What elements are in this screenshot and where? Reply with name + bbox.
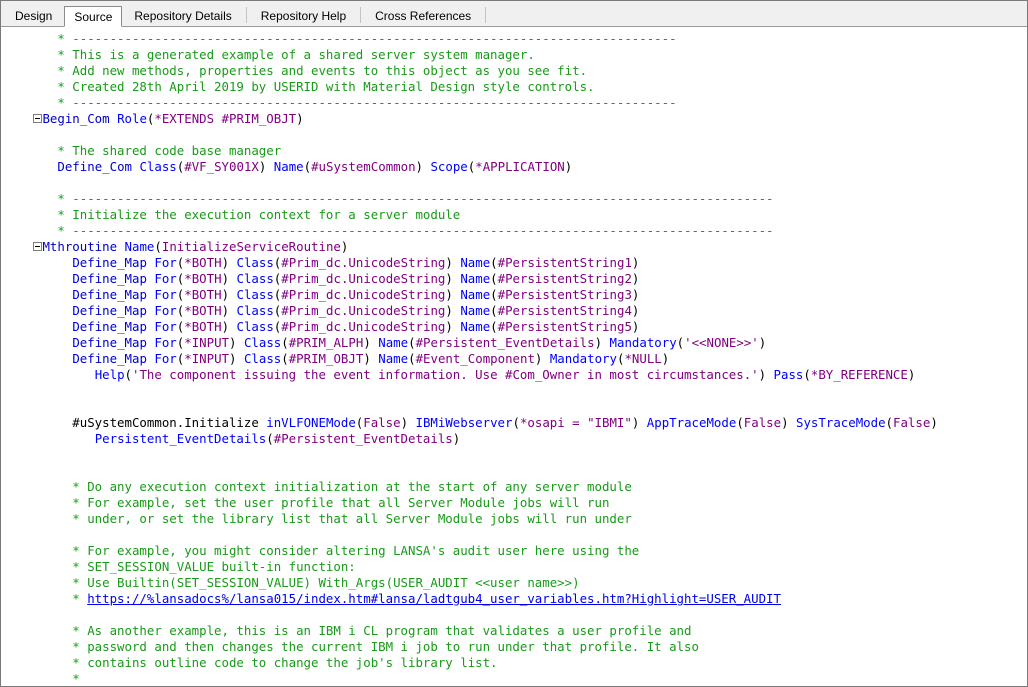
code-token: (	[467, 159, 476, 174]
code-token: (	[490, 303, 498, 318]
code-token: (	[281, 351, 289, 366]
code-token: #PersistentString4	[497, 303, 632, 318]
code-token: * Do any execution context initialization at the start of any server module	[35, 479, 632, 494]
code-line-text	[35, 63, 587, 79]
code-line[interactable]	[1, 607, 1027, 623]
code-token: )	[229, 335, 244, 350]
code-line-text	[35, 655, 498, 671]
code-token: #Prim_dc.UnicodeString	[281, 319, 446, 334]
code-token: For	[154, 335, 177, 350]
code-token: )	[340, 239, 349, 254]
code-token: False	[893, 415, 931, 430]
code-token: (	[176, 303, 185, 318]
code-token: Class	[236, 271, 274, 286]
code-token: #Prim_dc.UnicodeString	[281, 287, 446, 302]
code-line-text	[35, 79, 595, 95]
code-token: Class	[243, 351, 282, 366]
code-token: Name	[124, 239, 155, 254]
code-line-text	[35, 95, 677, 111]
code-token: )	[631, 255, 640, 270]
code-token: Class	[236, 255, 274, 270]
code-token: For	[154, 319, 177, 334]
code-token: AppTraceMode	[646, 415, 737, 430]
code-token: )	[445, 319, 461, 334]
code-token: )	[400, 415, 416, 430]
code-token: )	[445, 271, 461, 286]
code-token: #Prim_dc.UnicodeString	[281, 303, 446, 318]
code-token: )	[221, 255, 237, 270]
code-line-text	[35, 143, 281, 159]
code-line[interactable]	[1, 63, 1027, 79]
code-line[interactable]	[1, 463, 1027, 479]
code-line[interactable]	[1, 639, 1027, 655]
code-token: * Created 28th April 2019 by USERID with Material Design style controls.	[35, 79, 595, 94]
code-token: *NULL	[624, 351, 662, 366]
code-token: (	[490, 287, 498, 302]
code-token: *BOTH	[184, 255, 222, 270]
code-token: #Prim_dc.UnicodeString	[281, 255, 446, 270]
code-line-text	[35, 511, 632, 527]
code-token: Name	[460, 319, 491, 334]
code-token: )	[631, 303, 640, 318]
code-line[interactable]	[1, 303, 1027, 319]
code-line-text	[35, 287, 639, 303]
code-line-text	[35, 479, 632, 495]
code-line[interactable]	[1, 239, 1027, 255]
code-token: Name	[460, 255, 491, 270]
code-line[interactable]	[1, 111, 1027, 127]
code-line[interactable]	[1, 79, 1027, 95]
code-token: )	[445, 287, 461, 302]
code-token: * SET_SESSION_VALUE built-in function:	[35, 559, 356, 574]
code-token: )	[221, 303, 237, 318]
doc-link[interactable]: https://%lansadocs%/lansa015/index.htm#lansa/ladtgub4_user_variables.htm?Highlight=USER_AUDIT	[87, 591, 781, 606]
code-line-text	[35, 47, 535, 63]
code-text-area[interactable]	[1, 27, 1027, 686]
code-token: SysTraceMode	[796, 415, 886, 430]
code-token: )	[564, 159, 573, 174]
code-token: * ---------------------------------------------------------------------------------	[35, 95, 677, 110]
code-token: Name	[460, 271, 491, 286]
code-token: (	[512, 415, 520, 430]
code-token: * Initialize the execution context for a server module	[35, 207, 461, 222]
code-line[interactable]	[1, 319, 1027, 335]
code-token: )	[631, 271, 640, 286]
code-token: #uSystemCommon	[311, 159, 416, 174]
code-token: * ----------------------------------------------------------------------------------------------	[35, 223, 774, 238]
code-token: False	[363, 415, 401, 430]
code-token: )	[229, 351, 244, 366]
code-token	[35, 319, 72, 334]
editor-tab-strip[interactable]	[1, 1, 1027, 27]
code-line[interactable]	[1, 335, 1027, 351]
code-token: )	[363, 335, 379, 350]
tab-cross-references-label: Cross References	[375, 9, 472, 23]
code-token: (	[803, 367, 811, 382]
code-token: (	[273, 255, 282, 270]
code-line[interactable]	[1, 511, 1027, 527]
tab-repository-help[interactable]	[251, 5, 356, 26]
code-token: #Event_Component	[415, 351, 535, 366]
code-line[interactable]	[1, 591, 1027, 607]
code-line-text	[35, 367, 915, 383]
code-token: #Prim_dc.UnicodeString	[281, 271, 446, 286]
code-token: *	[35, 591, 88, 606]
code-token: (	[176, 271, 185, 286]
code-token: )	[221, 271, 237, 286]
code-token: Pass	[773, 367, 804, 382]
code-token: *BOTH	[184, 287, 222, 302]
code-line[interactable]	[1, 559, 1027, 575]
code-line-text	[35, 239, 348, 255]
code-token: (	[676, 335, 685, 350]
code-token: )	[221, 287, 237, 302]
code-token: Begin_Com	[42, 111, 110, 126]
code-line-text	[35, 591, 781, 607]
code-token: *EXTENDS #PRIM_OBJT	[154, 111, 297, 126]
code-line[interactable]	[1, 47, 1027, 63]
code-token: IBMiWebserver	[415, 415, 513, 430]
code-token: *BY_REFERENCE	[810, 367, 908, 382]
code-token: (	[176, 319, 185, 334]
code-token: inVLFONEMode	[266, 415, 356, 430]
code-line[interactable]	[1, 207, 1027, 223]
code-token	[117, 239, 124, 254]
code-token: )	[296, 111, 304, 126]
code-line[interactable]	[1, 367, 1027, 383]
code-token: )	[534, 351, 550, 366]
tab-cross-references[interactable]	[365, 5, 481, 26]
code-token	[35, 351, 72, 366]
code-token: *BOTH	[184, 319, 222, 334]
code-token: )	[258, 159, 274, 174]
code-token: )	[661, 351, 670, 366]
code-token: (	[176, 287, 185, 302]
tab-repository-details-label: Repository Details	[134, 9, 232, 23]
code-token: )	[445, 303, 461, 318]
code-token: Define_Map	[72, 319, 147, 334]
code-token: (	[303, 159, 312, 174]
code-token: Name	[460, 287, 491, 302]
code-token: Class	[236, 287, 274, 302]
code-token: )	[631, 319, 640, 334]
code-line-text	[35, 191, 774, 207]
code-token: )	[363, 351, 379, 366]
code-line[interactable]	[1, 159, 1027, 175]
code-line-text	[35, 543, 639, 559]
code-line[interactable]	[1, 399, 1027, 415]
code-token: (	[490, 255, 498, 270]
code-token: Name	[273, 159, 304, 174]
code-line[interactable]	[1, 655, 1027, 671]
code-line-text	[35, 559, 356, 575]
code-token: Persistent_EventDetails	[94, 431, 267, 446]
code-token: (	[273, 287, 282, 302]
code-token: #uSystemCommon.Initialize	[35, 415, 267, 430]
tab-design[interactable]	[5, 5, 62, 26]
code-token: (	[273, 271, 282, 286]
code-token: * As another example, this is an IBM i CL program that validates a user profile and	[35, 623, 692, 638]
code-token: * Add new methods, properties and events to this object as you see fit.	[35, 63, 588, 78]
code-token	[35, 159, 57, 174]
code-line[interactable]	[1, 575, 1027, 591]
code-line[interactable]	[1, 95, 1027, 111]
code-line-text	[35, 271, 639, 287]
code-line[interactable]	[1, 175, 1027, 191]
code-token: #Persistent_EventDetails	[415, 335, 595, 350]
code-line[interactable]	[1, 271, 1027, 287]
tab-design-label: Design	[15, 9, 53, 23]
code-line-text	[35, 111, 304, 127]
tab-repository-help-label: Repository Help	[260, 9, 347, 23]
code-token: )	[594, 335, 610, 350]
code-token: (	[176, 255, 185, 270]
code-token: (	[736, 415, 744, 430]
code-token: (	[124, 367, 132, 382]
code-token: Class	[236, 319, 274, 334]
fold-toggle-icon[interactable]	[33, 242, 42, 251]
code-token: For	[154, 255, 177, 270]
code-line[interactable]	[1, 287, 1027, 303]
code-token: Help	[94, 367, 125, 382]
code-token: #PersistentString3	[497, 287, 632, 302]
tab-divider-2	[360, 7, 361, 23]
code-token: InitializeServiceRoutine	[161, 239, 341, 254]
fold-toggle-icon[interactable]	[33, 114, 42, 123]
tab-source-label: Source	[74, 10, 113, 24]
code-line[interactable]	[1, 623, 1027, 639]
code-token: * under, or set the library list that all Server Module jobs will run under	[35, 511, 632, 526]
code-line[interactable]	[1, 143, 1027, 159]
code-token: * For example, set the user profile that all Server Module jobs will run	[35, 495, 610, 510]
code-token: (	[490, 271, 498, 286]
code-token: Define_Map	[72, 255, 147, 270]
code-token: (	[408, 335, 416, 350]
code-token: (	[146, 111, 155, 126]
code-token: (	[176, 159, 185, 174]
code-token: * For example, you might consider altering LANSA's audit user here using the	[35, 543, 640, 558]
code-line[interactable]	[1, 543, 1027, 559]
code-token	[35, 255, 72, 270]
code-token: #PersistentString1	[497, 255, 632, 270]
code-token: #PersistentString5	[497, 319, 632, 334]
tab-source[interactable]	[64, 6, 122, 27]
code-line-text	[35, 223, 774, 239]
code-line-text	[35, 335, 766, 351]
code-token: (	[616, 351, 625, 366]
code-line[interactable]	[1, 479, 1027, 495]
code-line-text	[35, 319, 639, 335]
code-token: Class	[139, 159, 177, 174]
code-token: *BOTH	[184, 271, 222, 286]
code-token: * ----------------------------------------------------------------------------------------------	[35, 191, 774, 206]
code-token: * ---------------------------------------------------------------------------------	[35, 31, 677, 46]
code-token: )	[631, 415, 647, 430]
code-token: (	[408, 351, 416, 366]
code-token: (	[154, 239, 162, 254]
code-token: *INPUT	[184, 351, 230, 366]
code-token: #PersistentString2	[497, 271, 632, 286]
code-line[interactable]	[1, 223, 1027, 239]
code-token: 'The component issuing the event information. Use #Com_Owner in most circumstances.'	[132, 367, 759, 382]
code-line[interactable]	[1, 191, 1027, 207]
code-token: #Persistent_EventDetails	[273, 431, 453, 446]
code-token: Class	[243, 335, 282, 350]
code-token: *APPLICATION	[475, 159, 565, 174]
code-token: )	[415, 159, 431, 174]
code-token: * This is a generated example of a shared server system manager.	[35, 47, 535, 62]
code-token: For	[154, 303, 177, 318]
code-line-text	[35, 207, 460, 223]
code-token: (	[273, 303, 282, 318]
code-line-text	[35, 255, 639, 271]
code-line-text	[35, 351, 669, 367]
code-token: Mandatory	[549, 351, 617, 366]
code-line[interactable]	[1, 31, 1027, 47]
code-token: (	[885, 415, 894, 430]
code-token: )	[930, 415, 938, 430]
code-token: (	[490, 319, 498, 334]
code-line[interactable]	[1, 383, 1027, 399]
code-line-text	[35, 415, 938, 431]
code-token: Class	[236, 303, 274, 318]
code-token: (	[176, 351, 185, 366]
code-token: #PRIM_OBJT	[288, 351, 364, 366]
code-line[interactable]	[1, 351, 1027, 367]
code-line-text	[35, 159, 572, 175]
code-line-text	[35, 31, 677, 47]
code-token: )	[445, 255, 461, 270]
tab-repository-details[interactable]	[124, 5, 241, 26]
code-line-text	[35, 623, 691, 639]
code-token: For	[154, 271, 177, 286]
code-line-text	[35, 639, 699, 655]
code-line-text	[35, 671, 80, 686]
code-token: Scope	[430, 159, 468, 174]
code-token: Mthroutine	[42, 239, 118, 254]
code-token	[35, 303, 72, 318]
code-line-text	[35, 575, 580, 591]
code-token: Name	[460, 303, 491, 318]
code-line[interactable]	[1, 255, 1027, 271]
code-token: )	[221, 319, 237, 334]
code-token: (	[281, 335, 289, 350]
code-token: For	[154, 351, 177, 366]
code-token: )	[781, 415, 797, 430]
code-line[interactable]	[1, 671, 1027, 686]
code-token	[35, 367, 95, 382]
code-token: *BOTH	[184, 303, 222, 318]
code-token: Name	[378, 335, 409, 350]
code-token: (	[266, 431, 274, 446]
code-token: #VF_SY001X	[184, 159, 259, 174]
code-token: (	[355, 415, 364, 430]
code-token: Define_Map	[72, 335, 147, 350]
code-line[interactable]	[1, 127, 1027, 143]
code-token: '<<NONE>>'	[684, 335, 759, 350]
code-token: *	[35, 671, 80, 686]
code-token: * contains outline code to change the job's library list.	[35, 655, 498, 670]
code-token: (	[273, 319, 282, 334]
code-token: *osapi = "IBMI"	[519, 415, 632, 430]
code-token	[35, 287, 72, 302]
code-line-text	[35, 431, 460, 447]
tab-divider-3	[485, 7, 486, 23]
code-token: Define_Map	[72, 271, 147, 286]
code-token: *INPUT	[184, 335, 230, 350]
code-token: #PRIM_ALPH	[288, 335, 364, 350]
code-token: Mandatory	[609, 335, 677, 350]
code-token: )	[907, 367, 916, 382]
code-token: * password and then changes the current IBM i job to run under that profile. It also	[35, 639, 699, 654]
code-line[interactable]	[1, 431, 1027, 447]
code-token: Define_Map	[72, 287, 147, 302]
code-token: )	[758, 335, 767, 350]
code-line[interactable]	[1, 447, 1027, 463]
code-line-text	[35, 495, 609, 511]
code-token: Name	[378, 351, 409, 366]
code-token	[110, 111, 117, 126]
code-line-text	[35, 303, 639, 319]
code-token	[35, 271, 72, 286]
code-token: * Use Builtin(SET_SESSION_VALUE) With_Args(USER_AUDIT <<user name>>)	[35, 575, 580, 590]
code-line[interactable]	[1, 527, 1027, 543]
code-token: * The shared code base manager	[35, 143, 282, 158]
code-token	[35, 335, 72, 350]
code-token: Define_Map	[72, 303, 147, 318]
tab-divider-1	[246, 7, 247, 23]
code-line[interactable]	[1, 415, 1027, 431]
code-editor[interactable]	[1, 27, 1027, 686]
code-token: )	[758, 367, 774, 382]
code-token: False	[743, 415, 782, 430]
code-token: Define_Com	[57, 159, 132, 174]
code-line[interactable]	[1, 495, 1027, 511]
code-token: Define_Map	[72, 351, 147, 366]
code-token	[35, 431, 95, 446]
code-token: (	[176, 335, 185, 350]
code-token: For	[154, 287, 177, 302]
code-token: )	[452, 431, 461, 446]
code-token: )	[631, 287, 640, 302]
code-token: Role	[117, 111, 147, 126]
